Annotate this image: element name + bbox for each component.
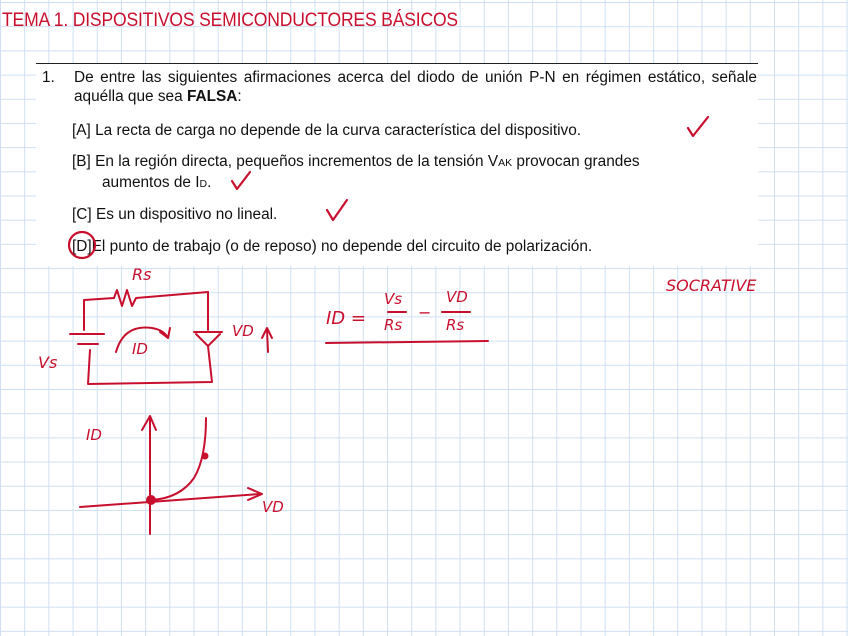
graph-y-label: ID: [86, 426, 102, 444]
question-text-end: :: [237, 88, 242, 105]
option-a-text: La recta de carga no depende de la curva característica del dispositivo.: [95, 122, 582, 139]
option-c-label: [C]: [72, 206, 92, 223]
option-b-text4: .: [207, 174, 212, 191]
equation-minus: −: [418, 303, 432, 322]
equation-lhs: ID =: [326, 308, 366, 329]
option-b-sub-ak: AK: [498, 157, 513, 169]
option-b-text: En la región directa, pequeños incrementos de la tensión V: [95, 153, 499, 170]
check-mark-b: [232, 172, 250, 189]
option-d-label: [D]: [72, 238, 92, 255]
option-b-label: [B]: [72, 153, 91, 170]
circuit-vs-label: Vs: [38, 353, 58, 372]
equation-num1: Vs: [384, 290, 403, 308]
option-a-label: [A]: [72, 122, 91, 139]
question-text-part: De entre las siguientes afirmaciones acerca del diodo de unión P-N en régimen estático, señale aquélla que sea: [74, 69, 757, 105]
option-b-sub-d: D: [199, 178, 208, 190]
option-b-text-cont: provocan grandes: [512, 153, 640, 170]
option-d-text: El punto de trabajo (o de reposo) no depende del circuito de polarización.: [91, 238, 593, 255]
question-number: 1.: [42, 69, 55, 86]
equation-den2: Rs: [446, 316, 465, 334]
circuit-rs-label: Rs: [132, 265, 152, 284]
option-b-text3: aumentos de I: [102, 174, 200, 191]
page-title: TEMA 1. DISPOSITIVOS SEMICONDUCTORES BÁSICOS: [2, 9, 458, 31]
question-false-word: FALSA: [186, 88, 238, 105]
socrative-label: SOCRATIVE: [666, 276, 757, 295]
check-mark-c: [327, 200, 347, 220]
circle-option-d: [69, 232, 95, 258]
graph-x-label: VD: [262, 498, 284, 516]
equation-den1: Rs: [384, 316, 403, 334]
circuit-id-label: ID: [132, 340, 148, 358]
circuit-vd-label: VD: [232, 322, 254, 340]
check-mark-a: [688, 117, 708, 136]
option-c-text: Es un dispositivo no lineal.: [95, 206, 278, 223]
equation-num2: VD: [446, 288, 468, 306]
